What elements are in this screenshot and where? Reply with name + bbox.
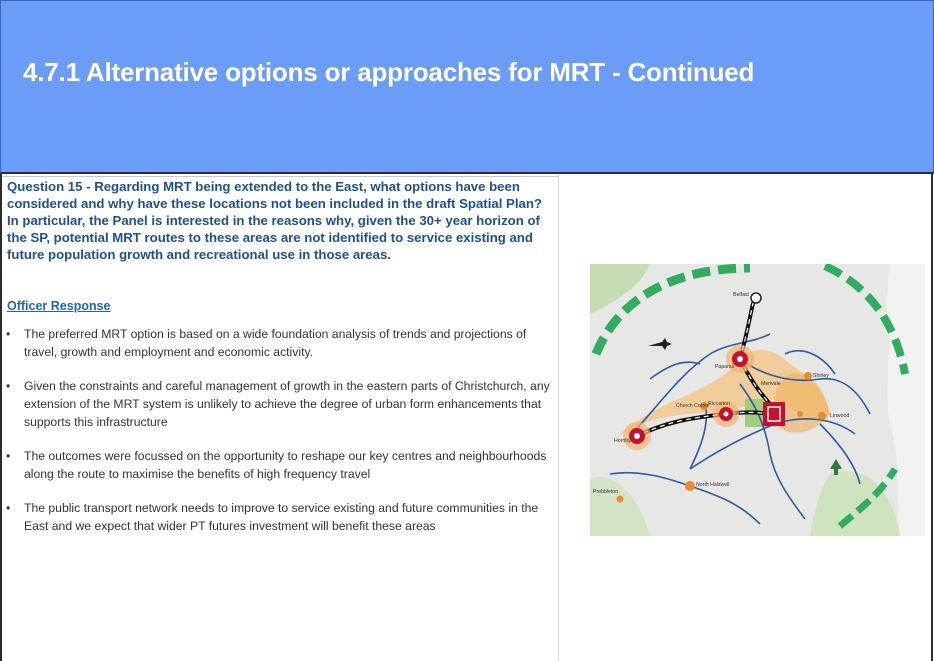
response-bullet bbox=[6, 499, 554, 535]
response-bullet-text: The public transport network needs to improve to service existing and future communities in the East and we expect that wider PT futures investment will benefit these areas bbox=[24, 501, 539, 533]
map-label-linwood: Linwood bbox=[830, 413, 850, 419]
map-label-shirley: Shirley bbox=[813, 373, 829, 379]
response-bullet bbox=[6, 447, 554, 483]
map-label-papanui: Papanui bbox=[715, 364, 735, 370]
response-bullet-text: The preferred MRT option is based on a wide foundation analysis of trends and projections of travel, growth and employment and economic activity. bbox=[24, 327, 527, 359]
response-bullet bbox=[6, 325, 554, 361]
frame-border-right bbox=[931, 174, 933, 661]
slide-title: 4.7.1 Alternative options or approaches for MRT - Continued bbox=[23, 57, 755, 87]
map-label-merivale: Merivale bbox=[761, 381, 781, 387]
response-bullet-text: The outcomes were focussed on the opportunity to reshape our key centres and neighbourhoods along the route to maximise the benefits of high frequency travel bbox=[24, 449, 547, 481]
content-column-divider bbox=[558, 174, 559, 661]
mrt-station-hornby bbox=[623, 422, 651, 450]
response-bullet-text: Given the constraints and careful management of growth in the eastern parts of Christchurch, any extension of the MRT system is unlikely to achieve the degree of urban form enhancements that supports this infrastructure bbox=[24, 379, 550, 429]
bullet-marker: • bbox=[6, 379, 11, 393]
mrt-route-map bbox=[590, 264, 925, 536]
bullet-marker: • bbox=[6, 501, 11, 515]
question-text: Question 15 - Regarding MRT being extended to the East, what options have been considered and why have these locations not been included in the draft Spatial Plan? In particular, the Panel is interested in the reasons why, given the 30+ year horizon of the SP, potential MRT routes to these areas are not identified to service existing and future population growth and recreational use in those areas. bbox=[7, 179, 542, 262]
mrt-station-city bbox=[763, 402, 785, 426]
slide-header bbox=[0, 0, 934, 174]
response-bullet bbox=[6, 377, 554, 431]
officer-response-heading: Officer Response bbox=[7, 299, 111, 313]
map-label-prebbleton: Prebbleton bbox=[593, 489, 619, 495]
mrt-station-belfast bbox=[751, 293, 761, 303]
bullet-marker: • bbox=[6, 449, 11, 463]
response-bullet-list bbox=[6, 325, 554, 551]
map-label-belfast: Belfast bbox=[733, 292, 749, 298]
frame-border-left bbox=[0, 174, 2, 661]
content-top-divider bbox=[2, 176, 558, 177]
bullet-marker: • bbox=[6, 327, 11, 341]
map-label-north-halswell: North Halswell bbox=[696, 482, 730, 488]
map-label-riccarton: Riccarton bbox=[708, 401, 730, 407]
map-label-hornby: Hornby bbox=[614, 438, 631, 444]
map-label-church-corner: Church Corner bbox=[676, 403, 711, 409]
